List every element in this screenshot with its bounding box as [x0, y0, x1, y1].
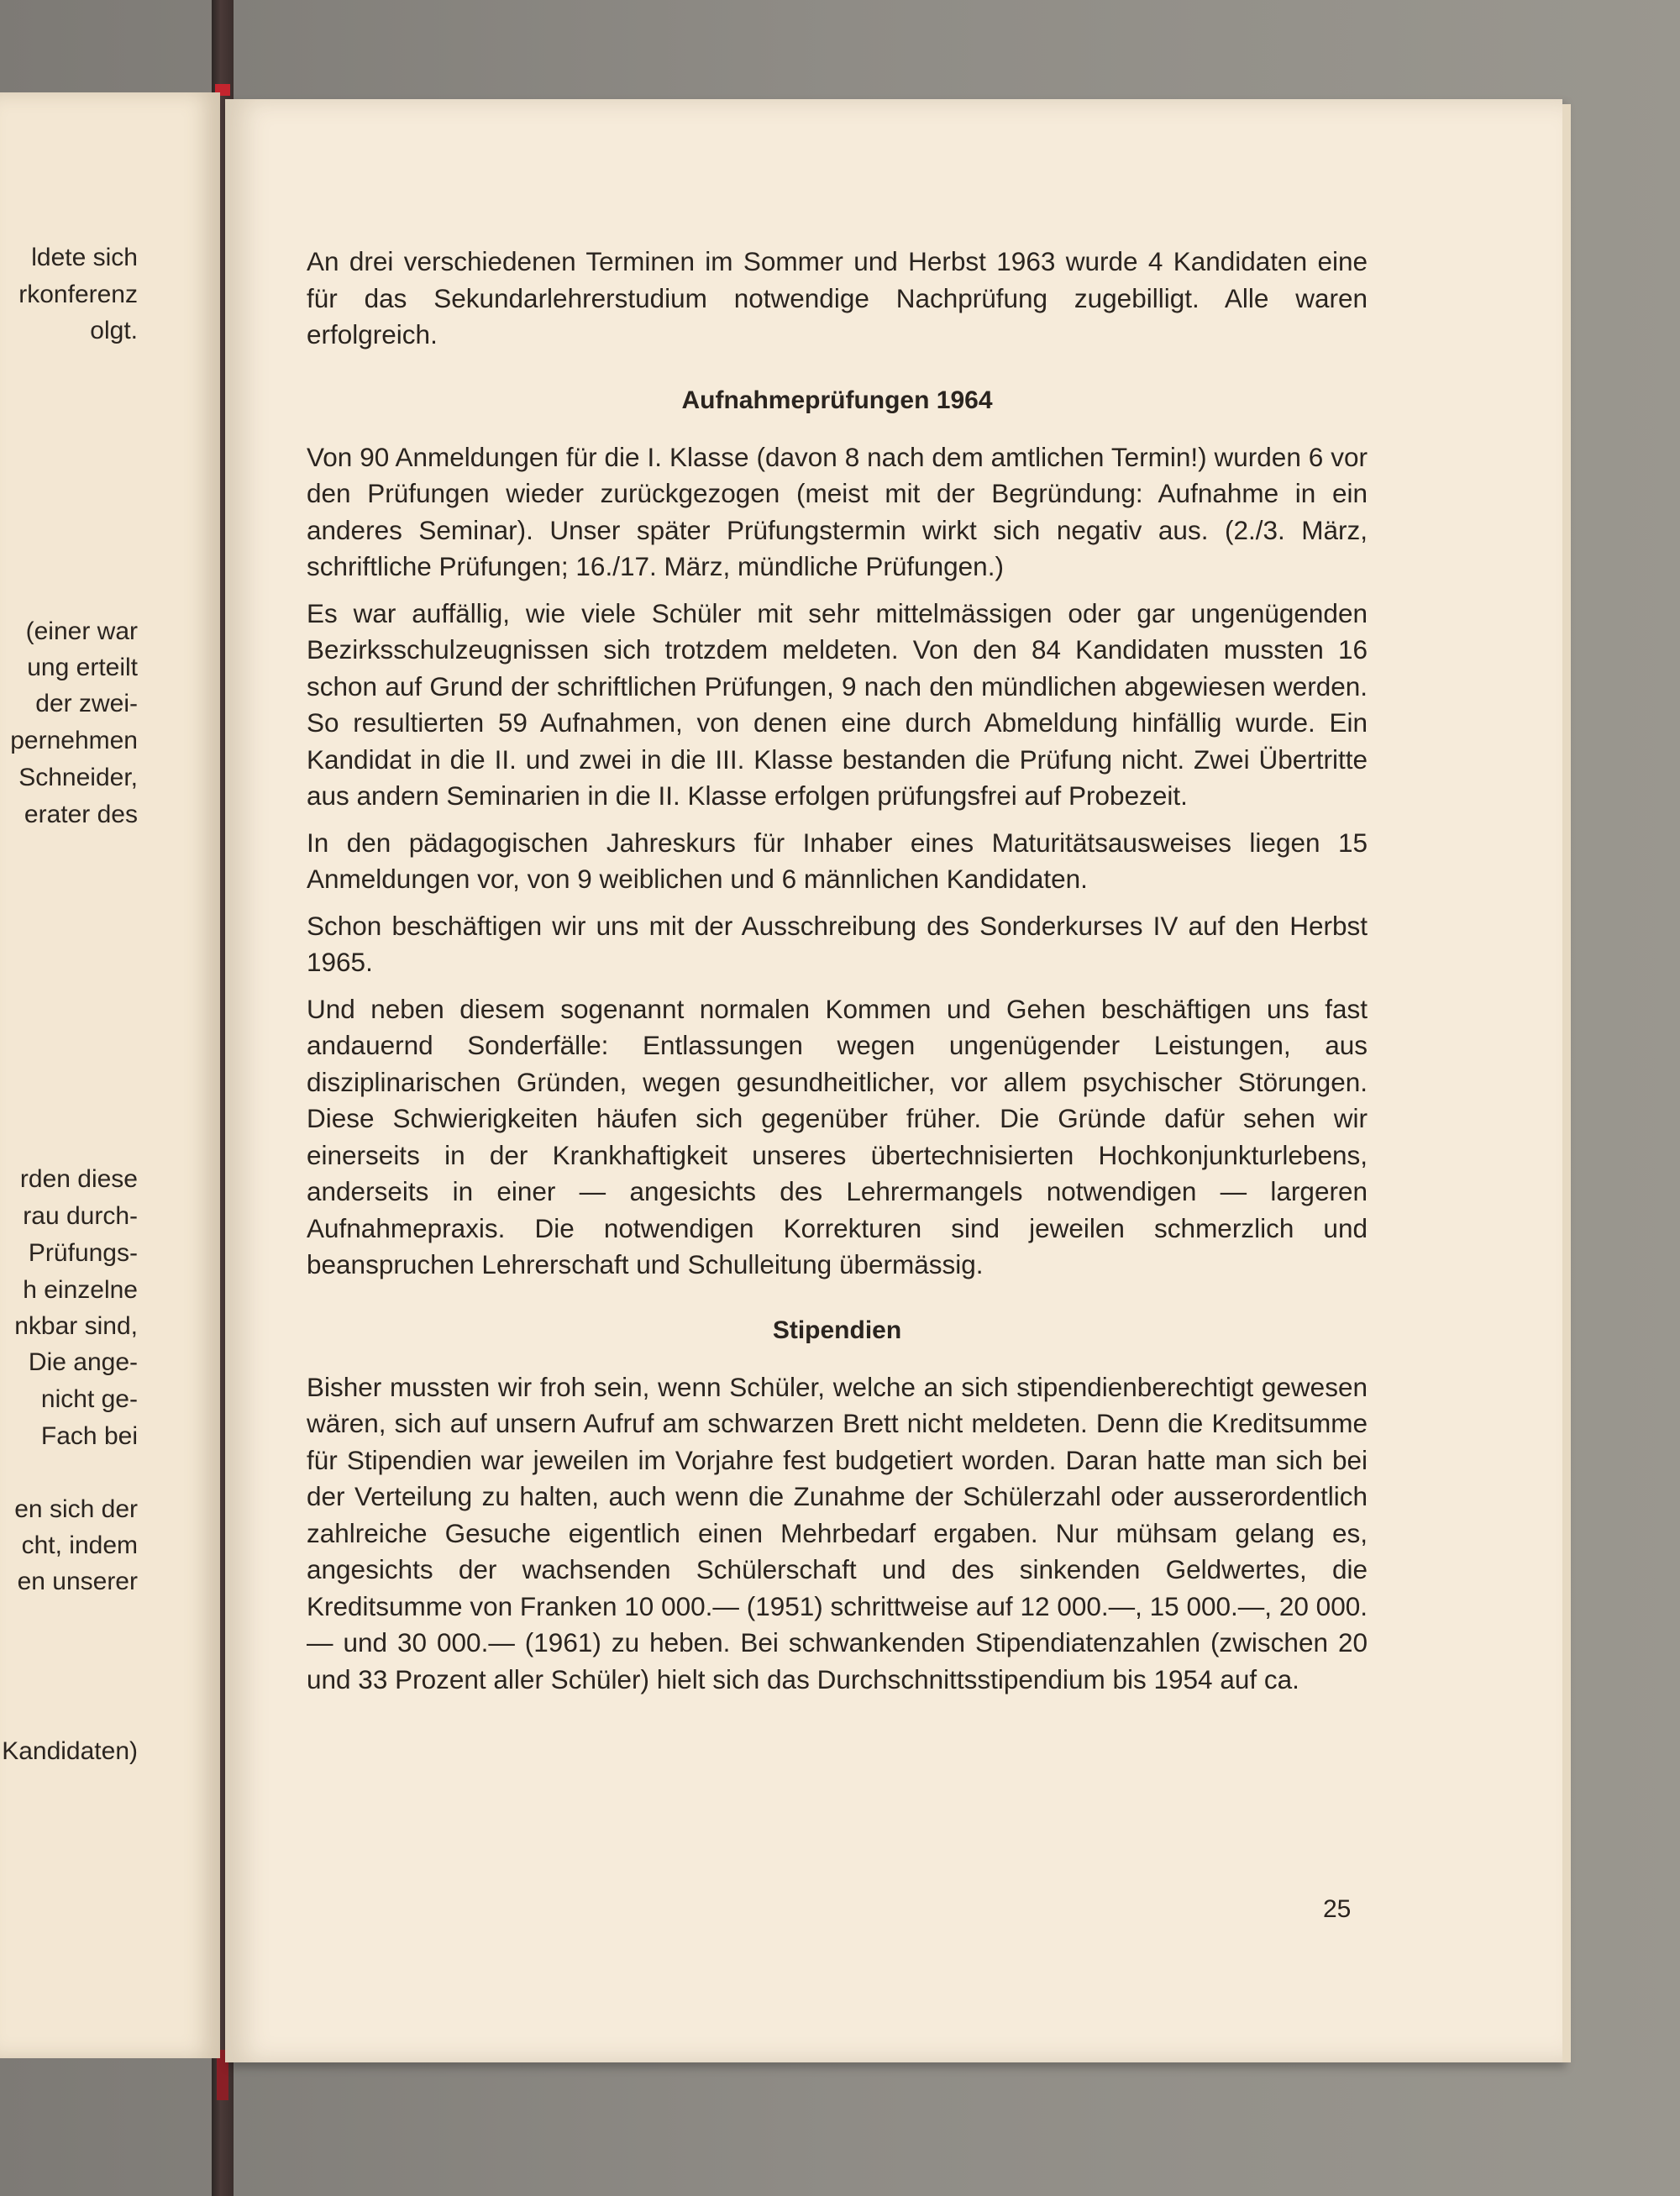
left-fragment: erater des [24, 801, 138, 828]
left-fragment: cht, indem [21, 1531, 138, 1559]
left-fragment: pernehmen [10, 727, 138, 754]
intro-paragraph: An drei verschiedenen Terminen im Sommer und Herbst 1963 wurde 4 Kandidaten eine für das Sekundarlehrerstudium notwendige Nachprüfung zugebilligt. Alle waren erfolgreich. [307, 246, 1368, 349]
page-edge [1562, 104, 1571, 2062]
paragraph: Bisher mussten wir froh sein, wenn Schüler, welche an sich stipendienberechtigt gewesen wären, sich auf unsern Aufruf am schwarzen Brett nicht meldeten. Denn die Kreditsumme für Stipendien war jeweilen im Vorjahre fest budgetiert worden. Daran hatte man sich bei der Verteilung zu halten, auch wenn die Zunahme der Schülerzahl oder ausserordentlich zahlreiche Gesuche eigentlich einen Mehrbedarf ergaben. Nur mühsam gelang es, angesichts der wachsenden Schülerschaft und des sinkenden Geldwertes, die Kreditsumme von Franken 10 000.— (1951) schrittweise auf 12 000.—, 15 000.—, 20 000.— und 30 000.— (1961) zu heben. Bei schwankenden Stipendiatenzahlen (zwischen 20 und 33 Prozent aller Schüler) hielt sich das Durchschnittsstipendium bis 1954 auf ca. [307, 1371, 1368, 1694]
page-number: 25 [1323, 1895, 1352, 1923]
paragraph: Und neben diesem sogenannt normalen Kommen und Gehen beschäftigen uns fast andauernd Sonderfälle: Entlassungen wegen ungenügender Leistungen, aus disziplinarischen Gründen, wegen gesundheitlicher, vor allem psychischer Störungen. Diese Schwierigkeiten häufen sich gegenüber früher. Die Gründe dafür sehen wir einerseits in der Krankhaftigkeit unseres übertechnisierten Hochkonjunkturlebens, anderseits in einer — angesichts des Lehrermangels notwendigen — largeren Aufnahmepraxis. Die notwendigen Korrekturen sind jeweilen schmerzlich und beanspruchen Lehrerschaft und Schulleitung übermässig. [307, 993, 1368, 1279]
left-fragment: en sich der [14, 1495, 138, 1523]
left-fragment: Schneider, [18, 764, 138, 791]
left-fragment: Fach bei [40, 1422, 138, 1450]
left-fragment: rden diese [19, 1165, 138, 1193]
paragraph: Von 90 Anmeldungen für die I. Klasse (davon 8 nach dem amtlichen Termin!) wurden 6 vor den Prüfungen wieder zurückgezogen (meist mit der Begründung: Aufnahme in ein anderes Seminar). Unser später Prüfungstermin wirkt sich negativ aus. (2./3. März, schriftliche Prüfungen; 16./17. März, mündliche Prüfungen.) [307, 441, 1368, 581]
left-fragment: olgt. [90, 317, 138, 344]
left-fragment: Kandidaten) [2, 1737, 138, 1765]
section-heading-aufnahmepruefungen: Aufnahmeprüfungen 1964 [681, 386, 993, 414]
left-fragment: der zwei- [35, 690, 138, 717]
left-fragment: h einzelne [23, 1276, 138, 1304]
left-fragment: nkbar sind, [14, 1312, 138, 1340]
left-fragment: nicht ge- [40, 1385, 138, 1413]
main-text-column [307, 244, 1368, 1708]
paragraph: Es war auffällig, wie viele Schüler mit sehr mittelmässigen oder gar ungenügenden Bezirksschulzeugnissen sich trotzdem meldeten. Von den 84 Kandidaten mussten 16 schon auf Grund der schriftlichen Prüfungen, 9 nach den mündlichen abgewiesen werden. So resultierten 59 Aufnahmen, von denen eine durch Abmeldung hinfällig wurde. Ein Kandidat in die II. und zwei in die III. Klasse bestanden die Prüfung nicht. Zwei Übertritte aus andern Seminarien in die II. Klasse erfolgen prüfungsfrei auf Probezeit. [307, 597, 1368, 811]
section-heading-stipendien: Stipendien [772, 1316, 902, 1344]
left-fragment: (einer war [25, 617, 138, 645]
left-fragment: ldete sich [31, 244, 138, 271]
left-fragment: rkonferenz [18, 281, 138, 308]
left-fragment: ung erteilt [27, 654, 138, 681]
paragraph: In den pädagogischen Jahreskurs für Inhaber eines Maturitätsausweises liegen 15 Anmeldungen vor, von 9 weiblichen und 6 männlichen Kandidaten. [307, 827, 1368, 894]
left-fragment: en unserer [17, 1568, 138, 1595]
left-fragment: Die ange- [28, 1348, 138, 1376]
paragraph: Schon beschäftigen wir uns mit der Ausschreibung des Sonderkurses IV auf den Herbst 1965. [307, 910, 1368, 977]
left-fragment: rau durch- [23, 1202, 138, 1230]
left-page [0, 92, 220, 2058]
left-fragment: Prüfungs- [28, 1239, 138, 1267]
